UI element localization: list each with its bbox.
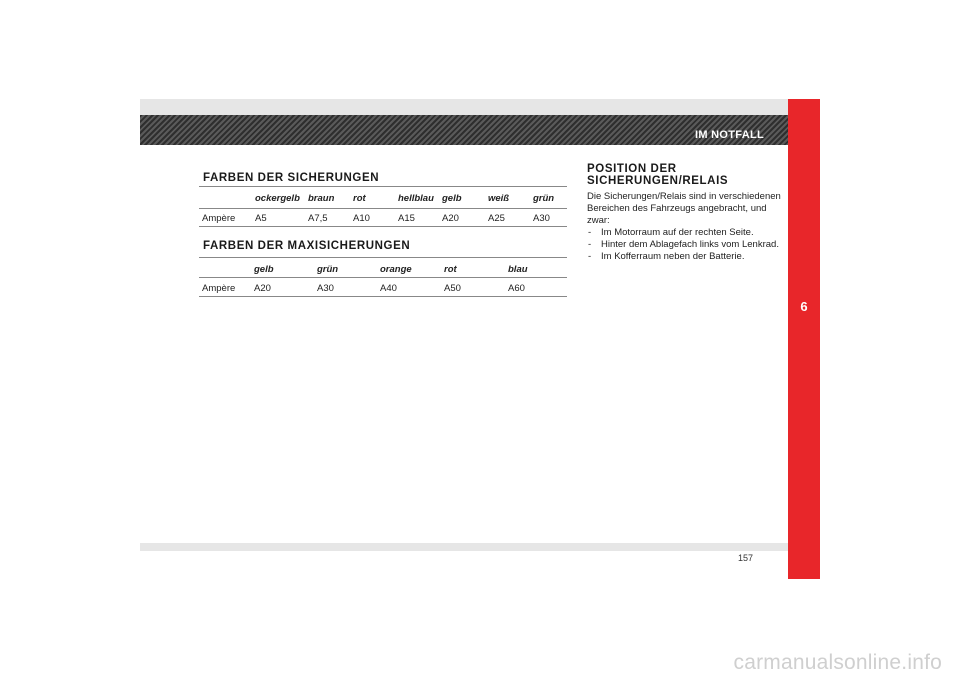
fuse-colors-title: FARBEN DER SICHERUNGEN	[203, 172, 380, 184]
list-item: - Hinter dem Ablagefach links vom Lenkrad.	[587, 239, 782, 251]
fuse-value: A15	[398, 213, 415, 224]
fuse-header-gelb: gelb	[442, 193, 462, 204]
fuse-colors-table	[199, 186, 567, 226]
fuse-position-title	[587, 163, 782, 187]
maxi-header-blau: blau	[508, 264, 528, 275]
maxi-fuse-colors-title: FARBEN DER MAXISICHERUNGEN	[203, 240, 411, 252]
list-item: - Im Motorraum auf der rechten Seite.	[587, 227, 782, 239]
fuse-position-section	[587, 163, 782, 263]
maxi-fuse-colors-table	[199, 257, 567, 297]
maxi-value: A40	[380, 283, 397, 294]
fuse-header-weiss: weiß	[488, 193, 510, 204]
table-rule	[199, 186, 567, 187]
table-rule	[199, 208, 567, 209]
header-top-strip	[140, 99, 788, 115]
fuse-value: A7,5	[308, 213, 328, 224]
fuse-row-label: Ampère	[202, 213, 236, 224]
table-rule	[199, 226, 567, 227]
table-rule	[199, 257, 567, 258]
fuse-header-rot: rot	[353, 193, 366, 204]
table-rule	[199, 277, 567, 278]
fuse-value: A5	[255, 213, 267, 224]
fuse-position-intro: Die Sicherungen/Relais sind in verschiedenen Bereichen des Fahrzeugs angebracht, und zwar:	[587, 191, 781, 226]
fuse-value: A10	[353, 213, 370, 224]
fuse-value: A30	[533, 213, 550, 224]
maxi-header-rot: rot	[444, 264, 457, 275]
fuse-value: A25	[488, 213, 505, 224]
maxi-header-orange: orange	[380, 264, 412, 275]
page-number: 157	[738, 553, 754, 563]
table-rule	[199, 296, 567, 297]
fuse-position-title-line2: SICHERUNGEN/RELAIS	[587, 175, 729, 187]
maxi-header-gruen: grün	[317, 264, 339, 275]
chapter-header-band	[140, 115, 788, 145]
fuse-header-braun: braun	[308, 193, 335, 204]
fuse-position-list	[587, 227, 782, 263]
maxi-value: A30	[317, 283, 334, 294]
watermark: carmanualsonline.info	[733, 651, 942, 674]
chapter-number: 6	[800, 299, 808, 314]
footer-strip	[140, 543, 788, 551]
fuse-value: A20	[442, 213, 459, 224]
maxi-value: A50	[444, 283, 461, 294]
chapter-header-title: IM NOTFALL	[695, 129, 764, 141]
maxi-value: A20	[254, 283, 271, 294]
fuse-header-gruen: grün	[533, 193, 555, 204]
maxi-value: A60	[508, 283, 525, 294]
fuse-position-title-line1: POSITION DER	[587, 163, 677, 175]
maxi-header-gelb: gelb	[254, 264, 274, 275]
chapter-tab	[788, 99, 820, 579]
maxi-row-label: Ampère	[202, 283, 236, 294]
fuse-header-hellblau: hellblau	[398, 193, 434, 204]
fuse-header-ockergelb: ockergelb	[255, 193, 300, 204]
list-item: - Im Kofferraum neben der Batterie.	[587, 251, 782, 263]
